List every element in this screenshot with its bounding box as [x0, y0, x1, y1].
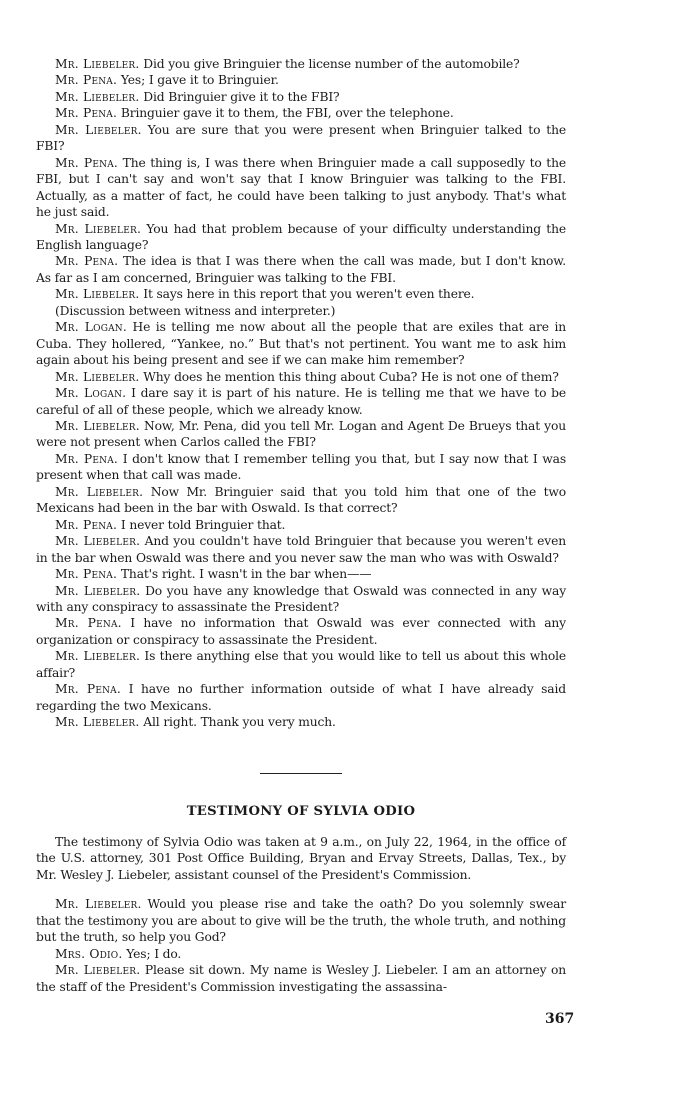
speaker-name: Mr. Liebeler. [55, 418, 140, 433]
speaker-name: Mr. Liebeler. [55, 649, 141, 664]
dialogue-text: Now Mr. Bringuier said that you told him that one of the two Mexicans had been in the bar with Oswald. Is that correct? [36, 484, 566, 516]
dialogue-text: Please sit down. My name is Wesley J. Liebeler. I am an attorney on the staff of the President's Commission investigating the assassina- [36, 963, 566, 994]
dialogue-paragraph [36, 122, 566, 155]
dialogue-paragraph [36, 319, 566, 368]
section-divider [260, 773, 342, 774]
dialogue-text: Bringuier gave it to them, the FBI, over the telephone. [117, 106, 454, 121]
dialogue-paragraph [36, 681, 566, 714]
dialogue-paragraph [36, 369, 566, 385]
speaker-name: Mr. Pena. [55, 567, 118, 582]
testimony-odio-section [36, 896, 566, 995]
dialogue-text: The thing is, I was there when Bringuier made a call supposedly to the FBI, but I can't say and won't say that I know Bringuier was talking to the FBI. Actually, as a matter of fact, he could have been talking to just anybody. That's what he just said. [36, 155, 566, 220]
dialogue-paragraph [36, 566, 566, 582]
speaker-name: Mr. Liebeler. [55, 534, 141, 549]
dialogue-text: All right. Thank you very much. [139, 715, 336, 730]
dialogue-paragraph [36, 615, 566, 648]
dialogue-text: Did Bringuier give it to the FBI? [139, 89, 340, 104]
page-number: 367 [545, 1011, 575, 1027]
speaker-name: Mr. Liebeler. [55, 221, 142, 236]
dialogue-text: You are sure that you were present when Bringuier talked to the FBI? [36, 122, 566, 154]
dialogue-text: You had that problem because of your difficulty understanding the English language? [36, 221, 566, 252]
dialogue-paragraph [36, 896, 566, 945]
dialogue-text: Would you please rise and take the oath? Do you solemnly swear that the testimony you are about to give will be the truth, the whole truth, and nothing but the truth, so help you God? [36, 897, 567, 945]
dialogue-paragraph [36, 253, 566, 286]
dialogue-paragraph [36, 418, 566, 451]
dialogue-paragraph [36, 946, 566, 962]
speaker-name: Mr. Pena. [55, 254, 119, 269]
speaker-name: Mr. Liebeler. [55, 484, 144, 499]
dialogue-text: Is there anything else that you would like to tell us about this whole affair? [36, 649, 566, 680]
speaker-name: Mrs. Odio. [55, 946, 123, 961]
speaker-name: Mr. Pena. [55, 73, 118, 88]
speaker-name: Mr. Liebeler. [55, 897, 142, 912]
speaker-name: Mr. Pena. [55, 517, 118, 532]
dialogue-paragraph [36, 484, 566, 517]
dialogue-text: He is telling me now about all the people that are exiles that are in Cuba. They hollered, “Yankee, no.” But that's not pertinent. You want me to ask him again about his being present and see if we can make him remember? [36, 320, 567, 368]
dialogue-text: Did you give Bringuier the license number of the automobile? [139, 57, 520, 71]
speaker-name: Mr. Liebeler. [55, 122, 142, 137]
dialogue-paragraph [36, 962, 566, 995]
dialogue-paragraph [36, 451, 566, 484]
dialogue-paragraph [36, 155, 566, 221]
speaker-name: Mr. Logan. [55, 386, 127, 401]
speaker-name: Mr. Pena. [55, 106, 118, 121]
speaker-name: Mr. Liebeler. [55, 963, 141, 978]
dialogue-text: (Discussion between witness and interpreter.) [55, 303, 336, 318]
dialogue-paragraph [36, 89, 566, 105]
speaker-name: Mr. Liebeler. [55, 369, 140, 384]
dialogue-text: Now, Mr. Pena, did you tell Mr. Logan and Agent De Brueys that you were not present when Carlos called the FBI? [36, 418, 567, 450]
testimony-pena-section [36, 56, 566, 731]
speaker-name: Mr. Liebeler. [55, 57, 140, 71]
speaker-name: Mr. Liebeler. [55, 89, 140, 104]
dialogue-text: It says here in this report that you weren't even there. [139, 287, 475, 302]
dialogue-paragraph [36, 221, 566, 254]
dialogue-text: I don't know that I remember telling you that, but I say now that I was present when that call was made. [36, 451, 566, 483]
dialogue-paragraph [36, 72, 566, 88]
speaker-name: Mr. Pena. [55, 451, 119, 466]
dialogue-text: Do you have any knowledge that Oswald was connected in any way with any conspiracy to assassinate the President? [36, 583, 566, 614]
dialogue-paragraph [36, 583, 566, 616]
speaker-name: Mr. Liebeler. [55, 583, 141, 598]
dialogue-text: That's right. I wasn't in the bar when—— [117, 567, 372, 582]
dialogue-text: I dare say it is part of his nature. He is telling me that we have to be careful of all of these people, which we already know. [36, 386, 567, 417]
speaker-name: Mr. Logan. [55, 320, 127, 335]
intro-paragraph: The testimony of Sylvia Odio was taken at 9 a.m., on July 22, 1964, in the office of the U.S. attorney, 301 Post Office Building, Bryan and Ervay Streets, Dallas, Tex., by Mr. Wesley J. Liebeler, assistant counsel of the President's Commission. [36, 835, 566, 882]
dialogue-paragraph [36, 56, 566, 72]
speaker-name: Mr. Pena. [55, 682, 121, 697]
dialogue-text: Yes; I do. [122, 946, 182, 961]
dialogue-paragraph [36, 517, 566, 533]
dialogue-text: Yes; I gave it to Bringuier. [117, 73, 279, 88]
dialogue-paragraph [36, 303, 566, 319]
dialogue-paragraph [36, 533, 566, 566]
dialogue-text: And you couldn't have told Bringuier that because you weren't even in the bar when Oswald was there and you never saw the man who was with Oswald? [36, 534, 566, 565]
speaker-name: Mr. Pena. [55, 155, 118, 170]
speaker-name: Mr. Liebeler. [55, 715, 140, 730]
speaker-name: Mr. Pena. [55, 616, 122, 631]
speaker-name: Mr. Liebeler. [55, 287, 140, 302]
dialogue-paragraph [36, 385, 566, 418]
dialogue-paragraph [36, 714, 566, 730]
dialogue-text: The idea is that I was there when the call was made, but I don't know. As far as I am concerned, Bringuier was talking to the FBI. [36, 254, 566, 285]
dialogue-text: I have no further information outside of what I have already said regarding the two Mexicans. [36, 682, 566, 713]
dialogue-text: Why does he mention this thing about Cuba? He is not one of them? [139, 369, 559, 384]
section-heading: TESTIMONY OF SYLVIA ODIO [186, 803, 416, 819]
dialogue-paragraph [36, 105, 566, 121]
dialogue-paragraph [36, 286, 566, 302]
dialogue-paragraph [36, 648, 566, 681]
dialogue-text: I never told Bringuier that. [117, 517, 286, 532]
document-page [36, 56, 566, 995]
dialogue-text: I have no information that Oswald was ever connected with any organization or conspiracy to assassinate the President. [36, 616, 566, 647]
